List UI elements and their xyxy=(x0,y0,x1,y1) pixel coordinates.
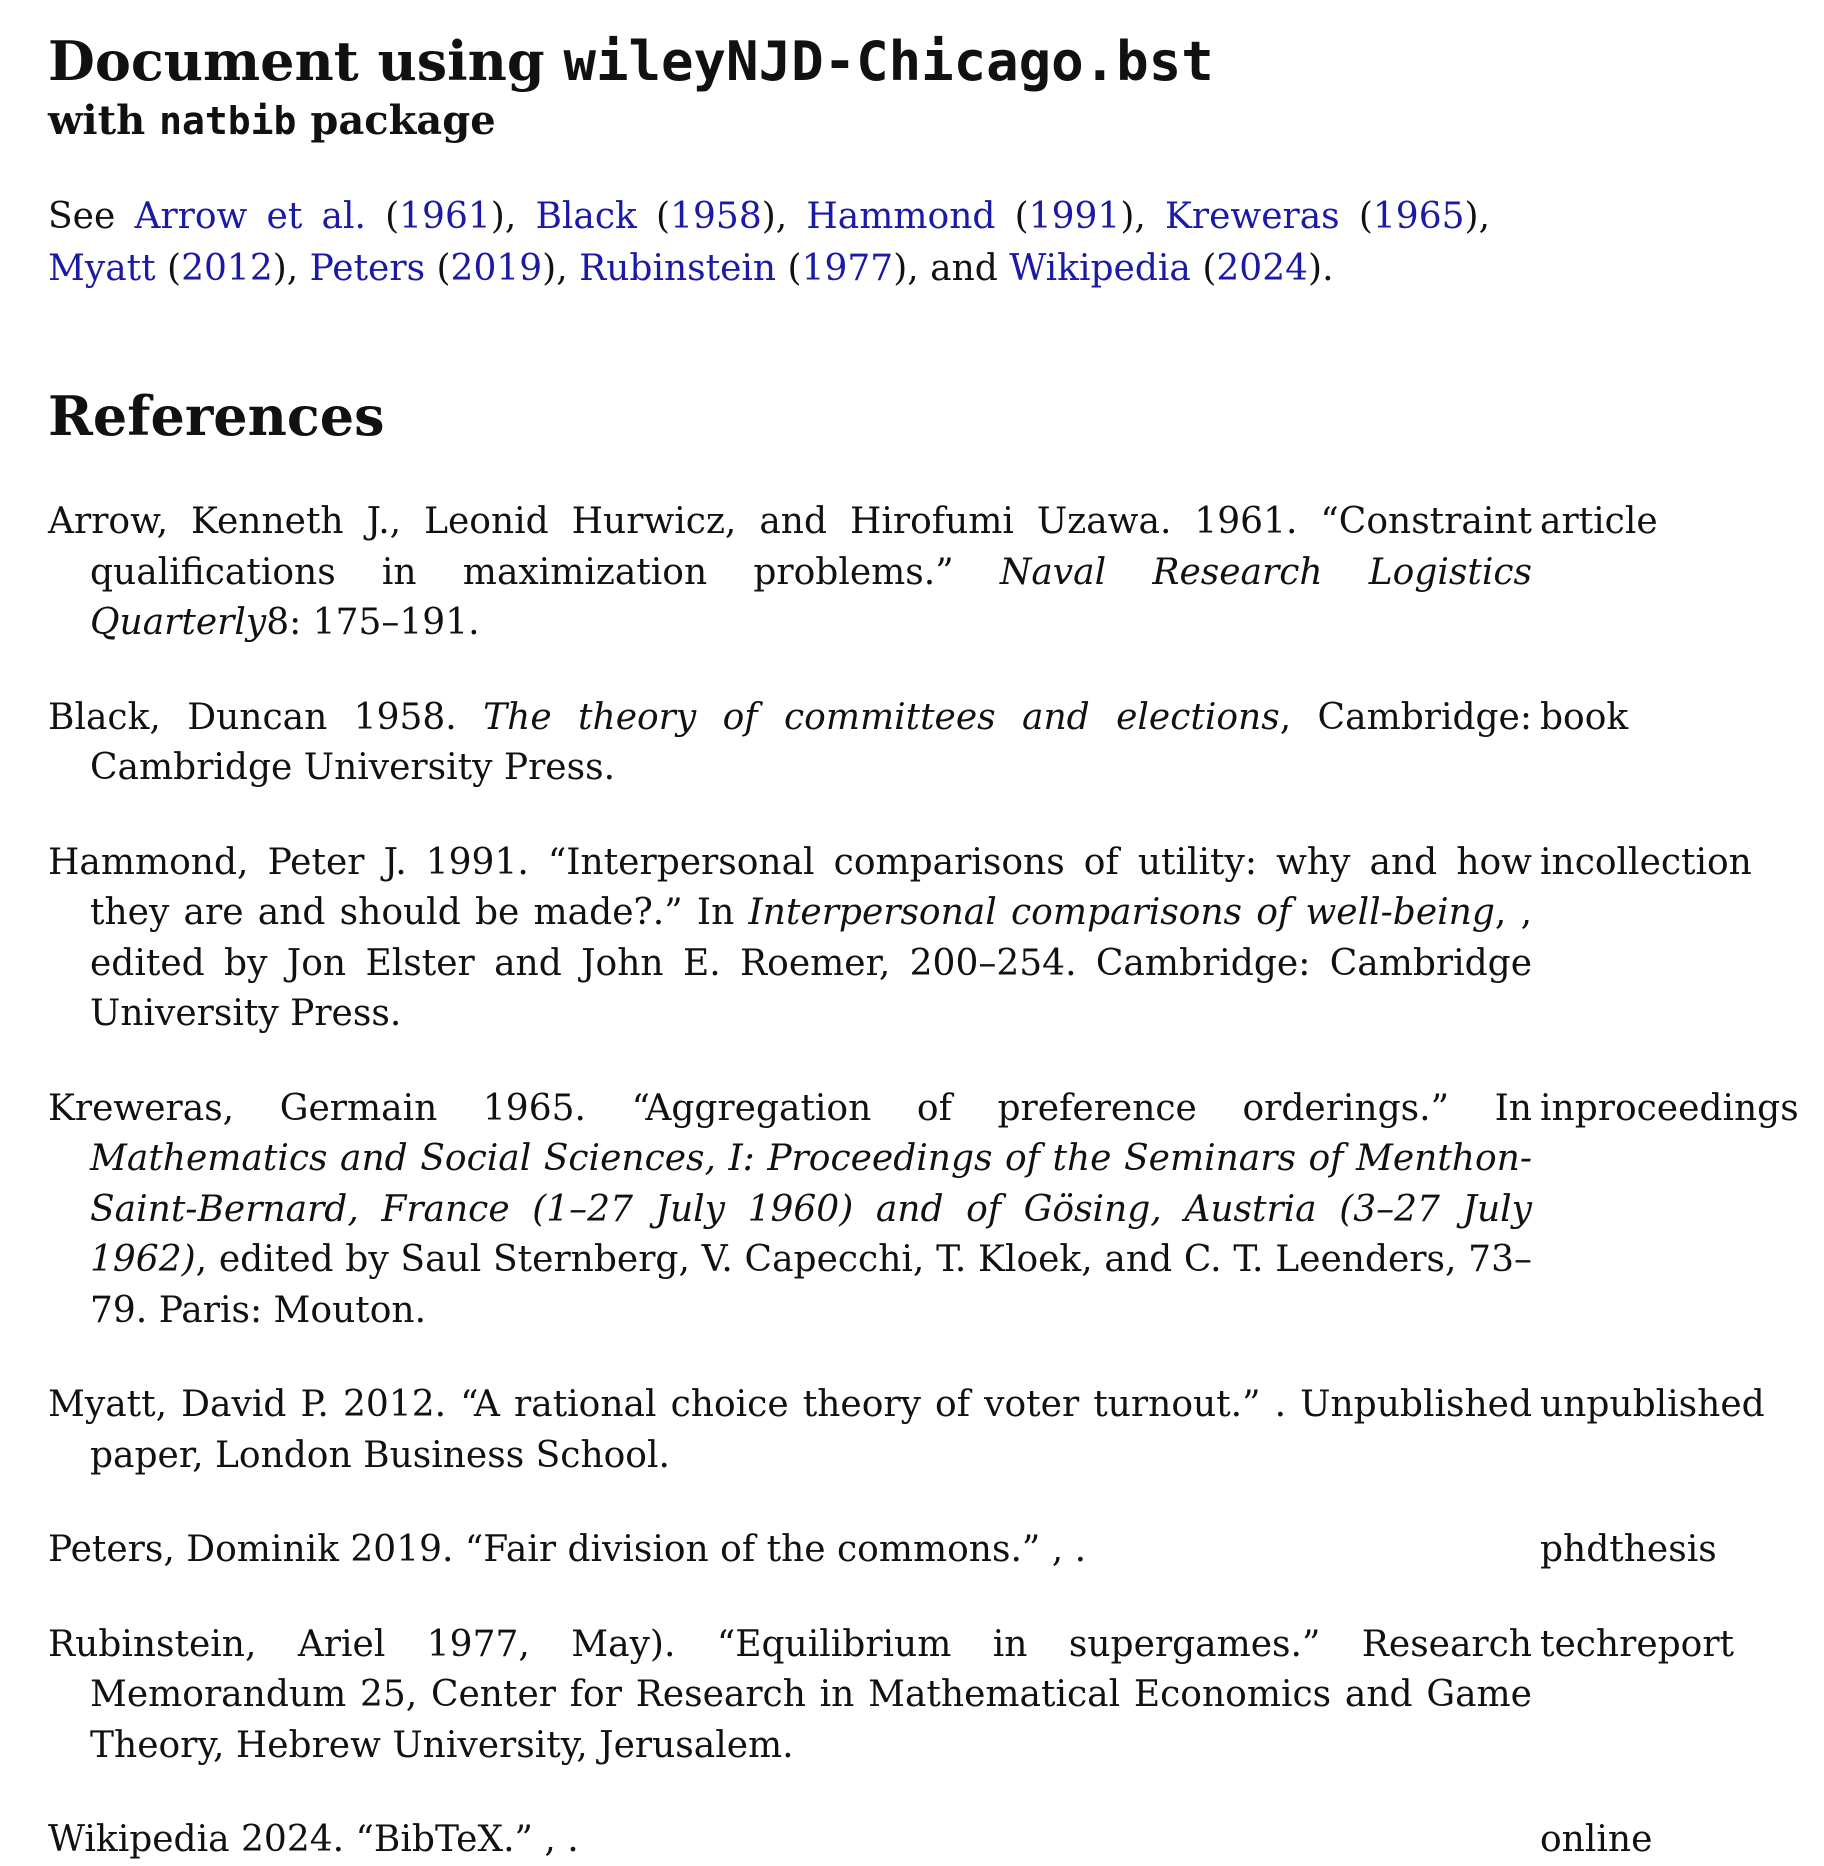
reference-text-part: , edited by Saul Sternberg, V. Capecchi, T. Kloek, and C. T. Leenders, 73–79. Paris: Mouton. xyxy=(90,1239,1532,1331)
citation-link-author[interactable]: Arrow et al. xyxy=(134,196,366,237)
citation-separator: . xyxy=(1322,248,1334,289)
references-heading: References xyxy=(48,384,385,448)
reference-entry xyxy=(48,693,1788,794)
reference-type-label: incollection xyxy=(1540,841,1752,883)
citation-link-year[interactable]: 1965 xyxy=(1372,196,1465,237)
citation-link-year[interactable]: 1977 xyxy=(801,248,894,289)
citation-separator: , and xyxy=(907,248,1010,289)
reference-text-part: Wikipedia 2024. “BibTeX.” , . xyxy=(48,1819,579,1860)
reference-text-part: , , edited by Jon Elster and John E. Roemer, 200–254. Cambridge: Cambridge University Press. xyxy=(90,892,1533,1034)
reference-text xyxy=(48,1815,1532,1866)
citation-paragraph: See Arrow et al. (1961), Black (1958), Hammond (1991), Kreweras (1965), Myatt (2012), Peters (2019), Rubinstein (1977), and Wikipedia (2024). xyxy=(48,196,1491,289)
reference-type-label: article xyxy=(1540,501,1658,542)
document-title xyxy=(48,28,1788,95)
citation-lead: See xyxy=(48,196,116,237)
reference-list xyxy=(48,497,1799,1866)
citation-separator: , xyxy=(556,248,580,289)
reference-text-part: Rubinstein, Ariel 1977, May). “Equilibrium in supergames.” Research Memorandum 25, Center for Research in Mathematical Economics and Game Theory, Hebrew University, Jerusalem. xyxy=(48,1623,1532,1766)
citation-link-author[interactable]: Hammond xyxy=(806,196,996,237)
citation-link-year[interactable]: 1991 xyxy=(1028,196,1121,237)
subtitle-package: natbib xyxy=(159,99,297,143)
reference-text xyxy=(48,497,1532,649)
reference-italic-title: The theory of committees and elections xyxy=(483,696,1280,738)
reference-text xyxy=(48,693,1532,794)
citation-link-year[interactable]: 2012 xyxy=(181,248,273,289)
reference-italic-title: Naval Research Logistics Quarterly xyxy=(90,551,1532,643)
citation-link-author[interactable]: Myatt xyxy=(48,248,156,289)
reference-text-part: Kreweras, Germain 1965. “Aggregation of preference orderings.” In xyxy=(48,1087,1532,1129)
reference-entry xyxy=(48,1815,1788,1866)
document-subtitle xyxy=(48,95,1788,147)
citation-separator: , xyxy=(504,196,536,237)
reference-entry xyxy=(48,497,1788,649)
citation-link-author[interactable]: Kreweras xyxy=(1164,196,1340,237)
citation-link-year[interactable]: 1958 xyxy=(670,196,762,237)
citation-separator: , xyxy=(286,248,310,289)
citation-link-author[interactable]: Rubinstein xyxy=(579,248,777,289)
title-prefix: Document using xyxy=(48,29,545,93)
reference-entry xyxy=(48,1084,1799,1337)
reference-type-label: phdthesis xyxy=(1540,1529,1717,1570)
citation-link-year[interactable]: 2019 xyxy=(450,248,543,289)
document-page xyxy=(48,28,1799,1866)
reference-italic-title: Interpersonal comparisons of well-being xyxy=(748,892,1495,933)
subtitle-prefix: with xyxy=(48,97,146,144)
reference-type-label: unpublished xyxy=(1540,1384,1765,1425)
reference-text xyxy=(48,1620,1532,1772)
reference-text-part: Myatt, David P. 2012. “A rational choice theory of voter turnout.” . Unpublished paper, London Business School. xyxy=(48,1384,1532,1476)
citation-link-year[interactable]: 1961 xyxy=(399,196,491,237)
citation-link-author[interactable]: Peters xyxy=(309,248,426,289)
reference-entry xyxy=(48,1525,1788,1576)
reference-text-part: Black, Duncan 1958. xyxy=(48,696,484,738)
citation-separator: , xyxy=(1478,196,1491,237)
reference-text xyxy=(48,838,1532,1040)
reference-italic-title: Mathematics and Social Sciences, I: Proceedings of the Seminars of Menthon-Saint-Bernard, France (1–27 July 1960) and of Gösing, Austria (3–27 July 1962) xyxy=(90,1138,1532,1280)
reference-text xyxy=(48,1525,1532,1576)
citation-separator: , xyxy=(775,196,807,237)
reference-type-label: online xyxy=(1540,1819,1653,1860)
reference-text-part: Peters, Dominik 2019. “Fair division of the commons.” , . xyxy=(48,1529,1087,1570)
citation-separator: , xyxy=(1134,196,1165,237)
reference-entry xyxy=(48,1380,1788,1481)
reference-text-part: Arrow, Kenneth J., Leonid Hurwicz, and Hirofumi Uzawa. 1961. “Constraint qualifications in maximization problems.” xyxy=(48,501,1532,593)
reference-text-part: , Cambridge: Cambridge University Press. xyxy=(90,696,1532,788)
reference-entry xyxy=(48,838,1788,1040)
title-filename: wileyNJD-Chicago.bst xyxy=(563,30,1214,93)
reference-text-part: Hammond, Peter J. 1991. “Interpersonal comparisons of utility: why and how they are and should be made?.” In xyxy=(48,841,1532,933)
citation-link-author[interactable]: Wikipedia xyxy=(1009,248,1191,289)
citation-link-author[interactable]: Black xyxy=(535,196,637,237)
reference-text-part: 8: 175–191. xyxy=(266,602,480,643)
subtitle-suffix: package xyxy=(310,97,496,144)
reference-type-label: inproceedings xyxy=(1540,1087,1799,1129)
reference-text xyxy=(48,1380,1532,1481)
reference-entry xyxy=(48,1620,1788,1772)
reference-text xyxy=(48,1084,1532,1337)
reference-type-label: book xyxy=(1540,696,1629,738)
reference-type-label: techreport xyxy=(1540,1623,1735,1665)
citation-link-year[interactable]: 2024 xyxy=(1216,248,1309,289)
